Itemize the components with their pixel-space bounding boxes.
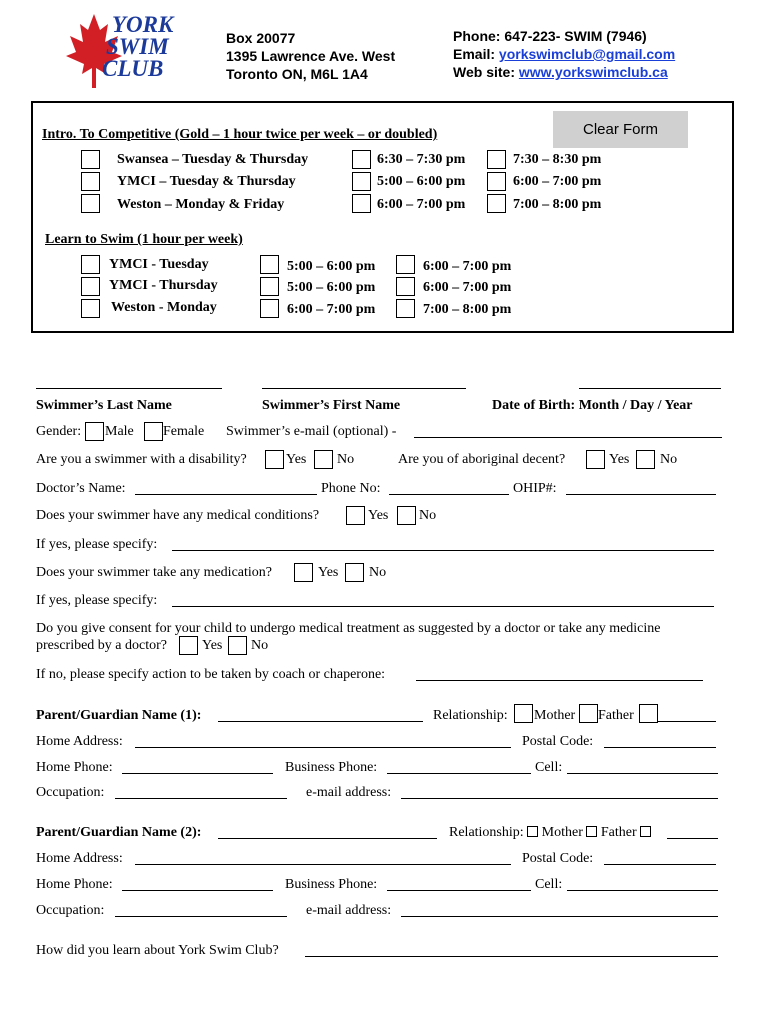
dob-field[interactable] <box>579 388 721 389</box>
occupation-label: Occupation: <box>36 785 105 800</box>
father-label: Father <box>598 708 634 723</box>
checkbox-competitive-t2-3[interactable] <box>487 194 506 213</box>
checkbox-competitive-1[interactable] <box>81 150 100 169</box>
clear-form-button[interactable]: Clear Form <box>553 111 688 148</box>
doctor-phone-label: Phone No: <box>321 481 381 496</box>
contact-email <box>453 45 675 63</box>
dob-label-text: Date of Birth <box>492 398 571 413</box>
medical-yes-checkbox[interactable] <box>346 506 365 525</box>
learn-location: YMCI - Thursday <box>109 278 218 293</box>
guardian2-name-field[interactable] <box>218 838 437 839</box>
checkbox-learn-t2-3[interactable] <box>396 299 415 318</box>
medical-question: Does your swimmer have any medical conditions? <box>36 508 320 523</box>
competitive-location: Weston – Monday & Friday <box>117 197 285 212</box>
relationship-label: Relationship: <box>433 708 508 723</box>
male-checkbox[interactable] <box>85 422 104 441</box>
disability-question: Are you a swimmer with a disability? <box>36 452 247 467</box>
competitive-title: Intro. To Competitive (Gold – 1 hour twice per week – or doubled) <box>42 127 438 142</box>
learn-title: Learn to Swim (1 hour per week) <box>45 232 243 247</box>
business-phone-label: Business Phone: <box>285 760 378 775</box>
aboriginal-yes-checkbox[interactable] <box>586 450 605 469</box>
doctor-phone-field[interactable] <box>389 494 509 495</box>
yes-label: Yes <box>202 638 223 653</box>
guardian1-cell-field[interactable] <box>567 773 718 774</box>
no-label: No <box>369 565 387 580</box>
checkbox-learn-2[interactable] <box>81 277 100 296</box>
guardian1-other-checkbox[interactable] <box>639 704 658 723</box>
email-link[interactable]: yorkswimclub@gmail.com <box>498 46 676 62</box>
checkbox-competitive-t1-3[interactable] <box>352 194 371 213</box>
business-phone-label: Business Phone: <box>285 877 378 892</box>
medical-no-checkbox[interactable] <box>397 506 416 525</box>
no-label: No <box>660 452 678 467</box>
email-address-label: e-mail address: <box>306 785 392 800</box>
address-line-3: Toronto ON, M6L 1A4 <box>226 66 368 82</box>
mother-label: Mother <box>541 825 583 840</box>
email-address-label: e-mail address: <box>306 903 392 918</box>
medication-no-checkbox[interactable] <box>345 563 364 582</box>
checkbox-learn-t1-3[interactable] <box>260 299 279 318</box>
learn-time: 5:00 – 6:00 pm <box>287 280 376 295</box>
mother-label: Mother <box>534 708 576 723</box>
yes-label: Yes <box>318 565 339 580</box>
guardian1-email-field[interactable] <box>401 798 718 799</box>
learn-location: YMCI - Tuesday <box>109 257 209 272</box>
no-label: No <box>419 508 437 523</box>
guardian2-home-phone-field[interactable] <box>122 890 273 891</box>
competitive-time: 7:00 – 8:00 pm <box>513 197 602 212</box>
disability-no-checkbox[interactable] <box>314 450 333 469</box>
learn-time: 6:00 – 7:00 pm <box>423 259 512 274</box>
home-address-label: Home Address: <box>36 734 123 749</box>
no-label: No <box>251 638 269 653</box>
checkbox-learn-1[interactable] <box>81 255 100 274</box>
contact-web <box>453 63 675 81</box>
logo-line-swim: SWIM <box>106 34 169 59</box>
last-name-field[interactable] <box>36 388 222 389</box>
guardian1-other-field[interactable] <box>658 721 716 722</box>
if-no-field[interactable] <box>416 680 703 681</box>
if-no-label: If no, please specify action to be taken by coach or chaperone: <box>36 667 386 682</box>
dob-label <box>492 398 693 414</box>
relationship-label: Relationship: <box>449 825 524 840</box>
consent-no-checkbox[interactable] <box>228 636 247 655</box>
competitive-time: 6:00 – 7:00 pm <box>377 197 466 212</box>
first-name-label: Swimmer’s First Name <box>262 398 401 413</box>
club-address <box>226 29 395 83</box>
guardian2-postal-field[interactable] <box>604 864 716 865</box>
female-checkbox[interactable] <box>144 422 163 441</box>
learn-time: 7:00 – 8:00 pm <box>423 302 512 317</box>
guardian2-relationship <box>449 825 651 841</box>
home-phone-label: Home Phone: <box>36 877 113 892</box>
specify-label: If yes, please specify: <box>36 537 158 552</box>
guardian1-business-phone-field[interactable] <box>387 773 531 774</box>
guardian1-postal-field[interactable] <box>604 747 716 748</box>
aboriginal-no-checkbox[interactable] <box>636 450 655 469</box>
guardian2-email-field[interactable] <box>401 916 718 917</box>
yes-label: Yes <box>368 508 389 523</box>
logo-text <box>102 14 173 80</box>
swimmer-email-label: Swimmer’s e-mail (optional) - <box>226 424 397 439</box>
learn-time: 6:00 – 7:00 pm <box>423 280 512 295</box>
consent-question: Do you give consent for your child to undergo medical treatment as suggested by a doctor or take any medicine <box>36 621 661 636</box>
website-link[interactable]: www.yorkswimclub.ca <box>518 64 668 80</box>
ohip-field[interactable] <box>566 494 716 495</box>
specify-label: If yes, please specify: <box>36 593 158 608</box>
competitive-time: 5:00 – 6:00 pm <box>377 174 466 189</box>
female-label: Female <box>163 424 205 439</box>
yes-label: Yes <box>609 452 630 467</box>
gender-label: Gender: <box>36 424 82 439</box>
guardian2-cell-field[interactable] <box>567 890 718 891</box>
guardian1-father-checkbox[interactable] <box>579 704 598 723</box>
medication-yes-checkbox[interactable] <box>294 563 313 582</box>
competitive-location: Swansea – Tuesday & Thursday <box>117 152 309 167</box>
web-label: Web site: <box>453 64 519 80</box>
postal-code-label: Postal Code: <box>522 851 594 866</box>
guardian1-name-field[interactable] <box>218 721 423 722</box>
yes-label: Yes <box>286 452 307 467</box>
medical-specify-field[interactable] <box>172 550 714 551</box>
checkbox-learn-t1-2[interactable] <box>260 277 279 296</box>
last-name-label: Swimmer’s Last Name <box>36 398 172 413</box>
no-label: No <box>337 452 355 467</box>
competitive-location: YMCI – Tuesday & Thursday <box>117 174 296 189</box>
checkbox-learn-3[interactable] <box>81 299 100 318</box>
email-label: Email: <box>453 46 499 62</box>
learn-about-field[interactable] <box>305 956 718 957</box>
guardian1-occupation-field[interactable] <box>115 798 287 799</box>
guardian1-name-label: Parent/Guardian Name (1): <box>36 708 202 723</box>
guardian2-name-label: Parent/Guardian Name (2): <box>36 825 202 840</box>
swimmer-email-field[interactable] <box>414 437 722 438</box>
disability-yes-checkbox[interactable] <box>265 450 284 469</box>
checkbox-learn-t2-2[interactable] <box>396 277 415 296</box>
checkbox-learn-t1-1[interactable] <box>260 255 279 274</box>
contact-phone: Phone: 647-223- SWIM (7946) <box>453 28 647 44</box>
male-label: Male <box>105 424 134 439</box>
guardian2-address-field[interactable] <box>135 864 511 865</box>
checkbox-competitive-2[interactable] <box>81 172 100 191</box>
occupation-label: Occupation: <box>36 903 105 918</box>
father-label: Father <box>600 825 637 840</box>
postal-code-label: Postal Code: <box>522 734 594 749</box>
learn-location: Weston - Monday <box>111 300 217 315</box>
checkbox-competitive-3[interactable] <box>81 194 100 213</box>
checkbox-learn-t2-1[interactable] <box>396 255 415 274</box>
consent-yes-checkbox[interactable] <box>179 636 198 655</box>
logo-line-york: YORK <box>112 12 174 37</box>
guardian2-business-phone-field[interactable] <box>387 890 531 891</box>
guardian1-home-phone-field[interactable] <box>122 773 273 774</box>
guardian2-other-field[interactable] <box>667 838 718 839</box>
checkbox-competitive-t2-2[interactable] <box>487 172 506 191</box>
address-line-1: Box 20077 <box>226 30 296 46</box>
ohip-label: OHIP#: <box>513 481 557 496</box>
home-phone-label: Home Phone: <box>36 760 113 775</box>
consent-question-2: prescribed by a doctor? <box>36 638 167 653</box>
doctor-field[interactable] <box>135 494 317 495</box>
guardian2-occupation-field[interactable] <box>115 916 287 917</box>
cell-label: Cell: <box>535 877 563 892</box>
learn-time: 5:00 – 6:00 pm <box>287 259 376 274</box>
competitive-time: 7:30 – 8:30 pm <box>513 152 602 167</box>
medication-question: Does your swimmer take any medication? <box>36 565 272 580</box>
learn-time: 6:00 – 7:00 pm <box>287 302 376 317</box>
checkbox-competitive-t1-1[interactable] <box>352 150 371 169</box>
guardian2-mother-checkbox[interactable] <box>527 826 538 837</box>
checkbox-competitive-t1-2[interactable] <box>352 172 371 191</box>
checkbox-competitive-t2-1[interactable] <box>487 150 506 169</box>
aboriginal-question: Are you of aboriginal decent? <box>398 452 566 467</box>
medication-specify-field[interactable] <box>172 606 714 607</box>
competitive-time: 6:00 – 7:00 pm <box>513 174 602 189</box>
club-contact <box>453 27 675 81</box>
logo-line-club: CLUB <box>102 56 164 81</box>
cell-label: Cell: <box>535 760 563 775</box>
guardian2-father-checkbox[interactable] <box>586 826 597 837</box>
dob-format: : Month / Day / Year <box>570 398 693 413</box>
doctor-label: Doctor’s Name: <box>36 481 126 496</box>
competitive-time: 6:30 – 7:30 pm <box>377 152 466 167</box>
guardian2-other-checkbox[interactable] <box>640 826 651 837</box>
learn-about-label: How did you learn about York Swim Club? <box>36 943 279 958</box>
first-name-field[interactable] <box>262 388 466 389</box>
york-swim-club-logo <box>64 12 194 90</box>
address-line-2: 1395 Lawrence Ave. West <box>226 48 396 64</box>
guardian1-address-field[interactable] <box>135 747 511 748</box>
home-address-label: Home Address: <box>36 851 123 866</box>
guardian1-mother-checkbox[interactable] <box>514 704 533 723</box>
